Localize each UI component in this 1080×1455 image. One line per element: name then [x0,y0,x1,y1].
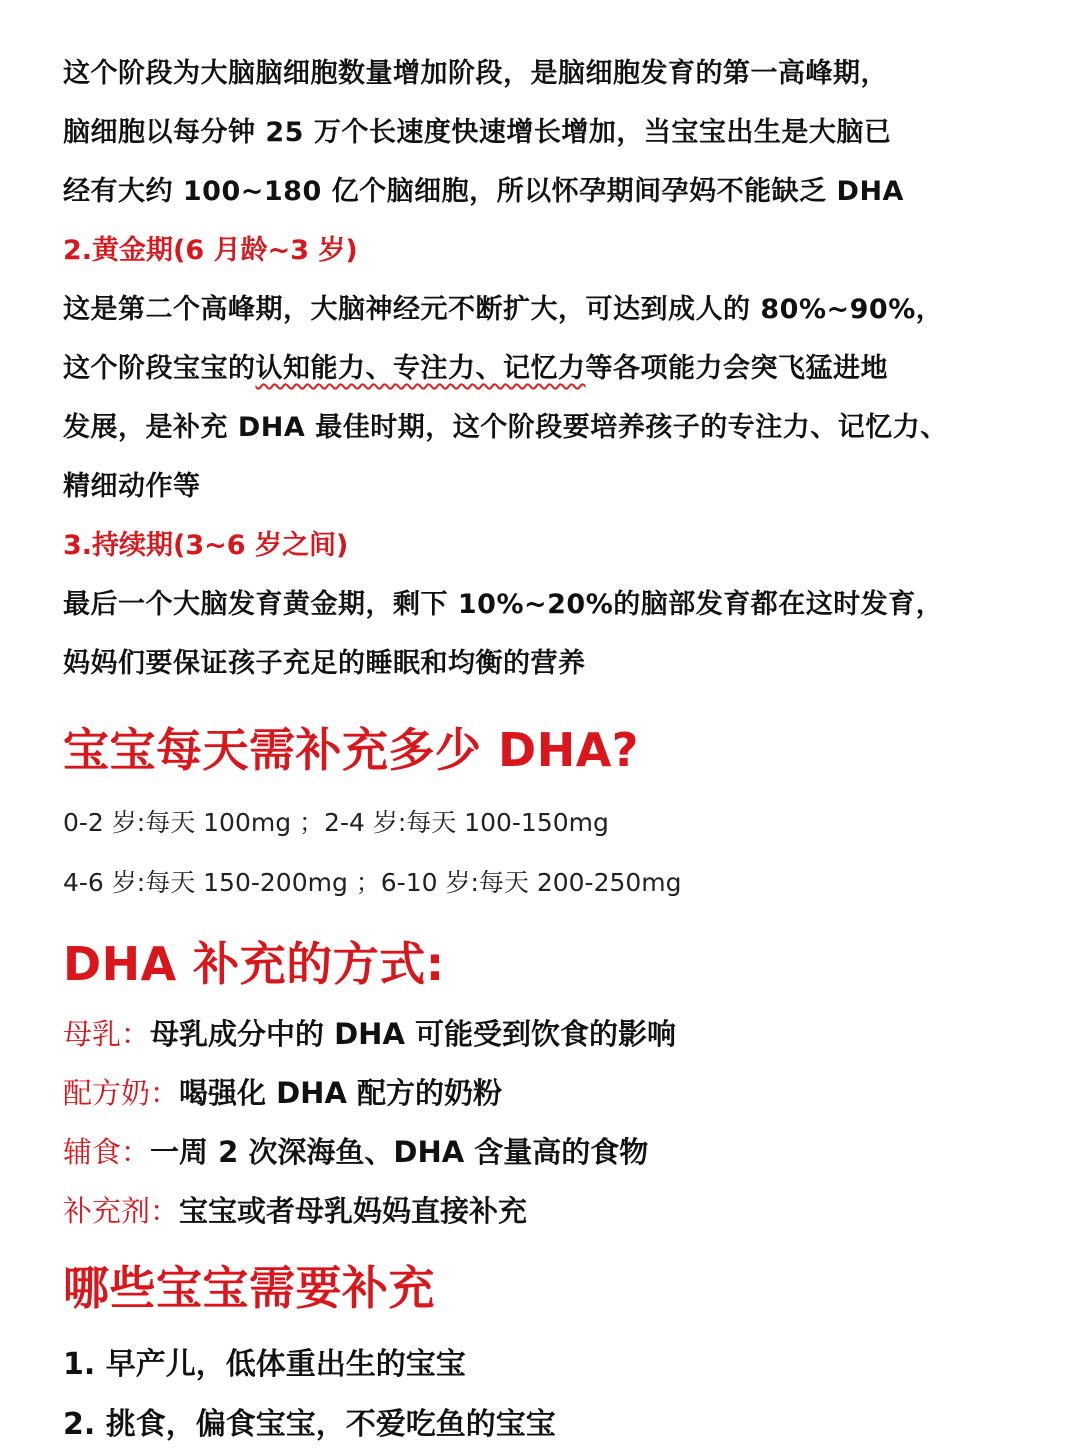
method-item [63,1064,1040,1123]
method-text: 一周 2 次深海鱼、DHA 含量高的食物 [150,1135,649,1169]
paragraph-line: 精细动作等 [63,471,201,502]
paragraph-line [63,339,1040,398]
paragraph-line: 经有大约 100~180 亿个脑细胞，所以怀孕期间孕妈不能缺乏 DHA [63,176,904,207]
method-text: 母乳成分中的 DHA 可能受到饮食的影响 [150,1017,676,1051]
stage3-heading: 3.持续期(3~6 岁之间) [63,530,349,561]
text-span: 这个阶段宝宝的 [63,353,256,384]
paragraph-line: 最后一个大脑发育黄金期，剩下 10%~20%的脑部发育都在这时发育， [63,589,944,620]
dose-line: 0-2 岁:每天 100mg ；2-4 岁:每天 100-150mg [63,808,609,837]
method-item [63,1123,1040,1182]
method-text: 喝强化 DHA 配方的奶粉 [179,1076,502,1110]
method-item [63,1005,1040,1064]
stage2-heading: 2.黄金期(6 月龄~3 岁) [63,235,358,266]
method-label: 补充剂： [63,1194,180,1228]
stage3-paragraph [63,575,1040,693]
text-span: 等各项能力会突飞猛进地 [585,353,888,384]
methods-heading: DHA 补充的方式: [63,937,445,991]
who-needs-list [63,1335,1040,1455]
daily-dose-list [63,793,1040,913]
who-needs-heading: 哪些宝宝需要补充 [63,1261,435,1315]
list-item: 1. 早产儿，低体重出生的宝宝 [63,1347,466,1382]
paragraph-line: 妈妈们要保证孩子充足的睡眠和均衡的营养 [63,648,586,679]
paragraph-line: 这个阶段为大脑脑细胞数量增加阶段，是脑细胞发育的第一高峰期， [63,58,888,89]
daily-dose-heading: 宝宝每天需补充多少 DHA? [63,723,639,777]
underlined-text: 认知能力、专注力、记忆力 [255,353,586,384]
methods-list [63,1005,1040,1241]
paragraph-line: 脑细胞以每分钟 25 万个长速度快速增长增加，当宝宝出生是大脑已 [63,117,892,148]
method-item [63,1182,1040,1241]
method-label: 配方奶： [63,1076,180,1110]
stage1-paragraph [63,0,1040,221]
stage2-paragraph [63,280,1040,516]
paragraph-line: 发展，是补充 DHA 最佳时期，这个阶段要培养孩子的专注力、记忆力、 [63,412,948,443]
dose-line: 4-6 岁:每天 150-200mg ；6-10 岁:每天 200-250mg [63,868,682,897]
method-label: 辅食： [63,1135,151,1169]
method-text: 宝宝或者母乳妈妈直接补充 [179,1194,528,1228]
method-label: 母乳： [63,1017,151,1051]
paragraph-line: 这是第二个高峰期，大脑神经元不断扩大，可达到成人的 80%~90%， [63,294,944,325]
list-item: 2. 挑食，偏食宝宝，不爱吃鱼的宝宝 [63,1407,556,1442]
